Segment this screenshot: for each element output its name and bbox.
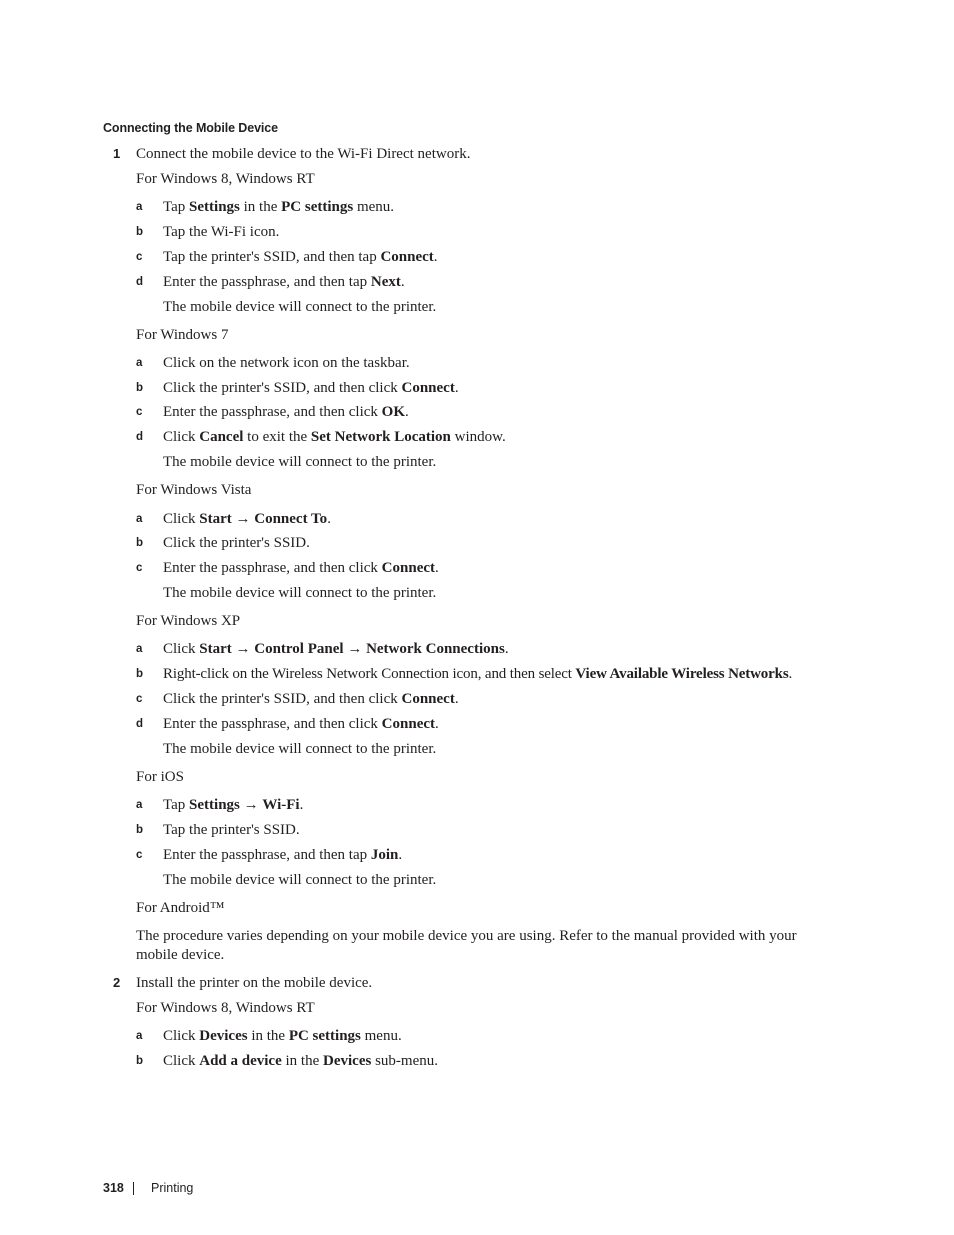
substep-letter: a bbox=[136, 799, 143, 811]
substep-letter: c bbox=[136, 849, 143, 861]
step-number: 1 bbox=[113, 146, 121, 161]
substep-letter: b bbox=[136, 824, 144, 836]
substep-text: Tap the Wi-Fi icon. bbox=[163, 224, 280, 240]
step-text: Install the printer on the mobile device. bbox=[136, 975, 373, 991]
substep-letter: b bbox=[136, 226, 144, 238]
page-number: 318 bbox=[103, 1181, 124, 1195]
substep-text: Tap Settings in the PC settings menu. bbox=[163, 199, 395, 215]
platform-label: For Android™ bbox=[136, 900, 225, 916]
section-heading: Connecting the Mobile Device bbox=[103, 121, 279, 135]
android-note: The procedure varies depending on your mobile device you are using. Refer to the manual provided with your mobile device. bbox=[136, 928, 797, 963]
substep-text: Click the printer's SSID, and then click Connect. bbox=[163, 691, 459, 707]
substep-letter: b bbox=[136, 1055, 144, 1067]
substep-letter: a bbox=[136, 513, 143, 525]
substep-letter: d bbox=[136, 718, 144, 730]
substep-text: Click on the network icon on the taskbar. bbox=[163, 355, 410, 371]
substep-text: Click the printer's SSID. bbox=[163, 535, 310, 551]
substep-letter: c bbox=[136, 562, 143, 574]
platform-label: For Windows 8, Windows RT bbox=[136, 171, 315, 187]
substep-text: Click the printer's SSID, and then click Connect. bbox=[163, 380, 459, 396]
substep-letter: a bbox=[136, 201, 143, 213]
substep-letter: d bbox=[136, 431, 144, 443]
substep-letter: a bbox=[136, 357, 143, 369]
substep-text: Enter the passphrase, and then click OK. bbox=[163, 404, 409, 420]
substep-letter: b bbox=[136, 382, 144, 394]
substep-text: Enter the passphrase, and then click Connect. bbox=[163, 716, 439, 732]
platform-label: For iOS bbox=[136, 769, 184, 785]
platform-label: For Windows 8, Windows RT bbox=[136, 1000, 315, 1016]
substep-text: Right-click on the Wireless Network Connection icon, and then select View Available Wireless Networks. bbox=[163, 666, 793, 682]
substep-text: Click Devices in the PC settings menu. bbox=[163, 1028, 402, 1044]
substep-text: Tap the printer's SSID, and then tap Connect. bbox=[163, 249, 438, 265]
substep-letter: d bbox=[136, 276, 144, 288]
result-text: The mobile device will connect to the printer. bbox=[163, 299, 437, 315]
platform-label: For Windows Vista bbox=[136, 482, 252, 498]
result-text: The mobile device will connect to the printer. bbox=[163, 585, 437, 601]
substep-letter: c bbox=[136, 693, 143, 705]
substep-text: Click Start → Connect To. bbox=[163, 511, 331, 527]
substep-text: Click Cancel to exit the Set Network Location window. bbox=[163, 429, 506, 445]
platform-label: For Windows XP bbox=[136, 613, 241, 629]
platform-label: For Windows 7 bbox=[136, 327, 229, 343]
substep-letter: b bbox=[136, 537, 144, 549]
substep-letter: c bbox=[136, 406, 143, 418]
substep-letter: a bbox=[136, 1030, 143, 1042]
substep-text: Tap the printer's SSID. bbox=[163, 822, 300, 838]
step-number: 2 bbox=[113, 975, 121, 990]
result-text: The mobile device will connect to the printer. bbox=[163, 872, 437, 888]
substep-text: Click Start → Control Panel → Network Connections. bbox=[163, 641, 509, 657]
substep-text: Tap Settings → Wi-Fi. bbox=[163, 797, 304, 813]
footer-section-title: Printing bbox=[151, 1181, 194, 1195]
footer-divider bbox=[133, 1182, 134, 1195]
step-text: Connect the mobile device to the Wi-Fi Direct network. bbox=[136, 146, 471, 162]
result-text: The mobile device will connect to the printer. bbox=[163, 454, 437, 470]
substep-text: Enter the passphrase, and then click Connect. bbox=[163, 560, 439, 576]
substep-text: Enter the passphrase, and then tap Join. bbox=[163, 847, 403, 863]
substep-letter: c bbox=[136, 251, 143, 263]
result-text: The mobile device will connect to the printer. bbox=[163, 741, 437, 757]
substep-letter: b bbox=[136, 668, 144, 680]
substep-text: Click Add a device in the Devices sub-menu. bbox=[163, 1053, 438, 1069]
substep-letter: a bbox=[136, 643, 143, 655]
substep-text: Enter the passphrase, and then tap Next. bbox=[163, 274, 405, 290]
